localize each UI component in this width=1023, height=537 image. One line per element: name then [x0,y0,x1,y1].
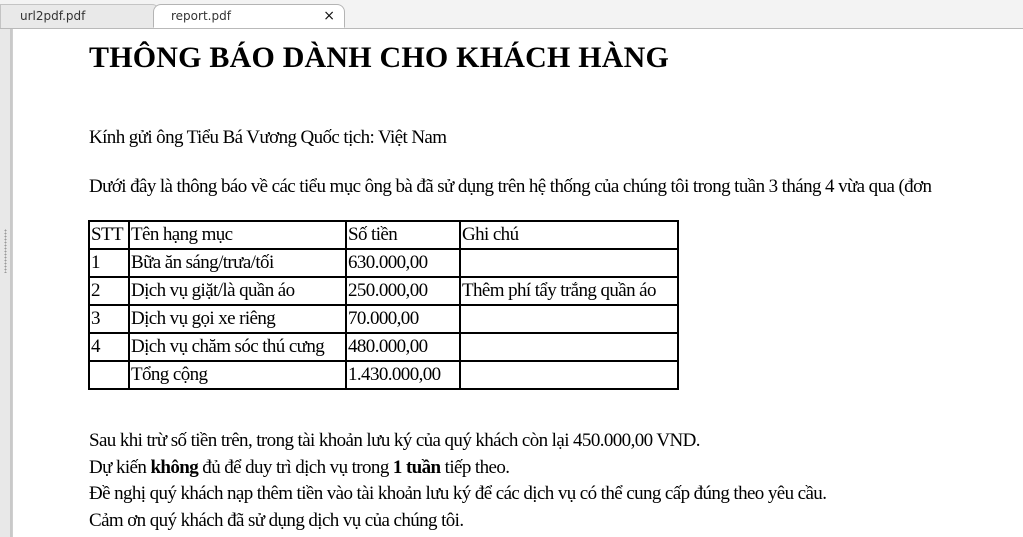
grip-handle-icon[interactable] [4,229,7,273]
summary-balance-line: Sau khi trừ số tiền trên, trong tài khoản lưu ký của quý khách còn lại 450.000,00 VND. [89,430,700,451]
table-cell: 480.000,00 [346,333,460,361]
intro-text: Dưới đây là thông báo về các tiểu mục ông bà đã sử dụng trên hệ thống của chúng tôi trong tuần 3 tháng 4 vừa qua (đơn [89,176,932,197]
bold-text: không [150,456,199,478]
table-cell: 250.000,00 [346,277,460,305]
table-row [89,249,678,277]
tab-url2pdf[interactable] [0,4,160,28]
header-cell: Ghi chú [460,221,678,249]
table-cell: 1.430.000,00 [346,361,460,389]
close-icon[interactable]: × [323,8,335,24]
header-cell: Tên hạng mục [129,221,346,249]
document-title: THÔNG BÁO DÀNH CHO KHÁCH HÀNG [89,41,669,74]
table-cell: 4 [89,333,129,361]
table-cell: 1 [89,249,129,277]
text-segment: đủ để duy trì dịch vụ trong [198,456,393,478]
table-cell [460,305,678,333]
table-cell: Dịch vụ chăm sóc thú cưng [129,333,346,361]
table-cell: Dịch vụ gọi xe riêng [129,305,346,333]
summary-forecast-line [89,455,826,482]
tab-label: report.pdf [171,9,231,23]
table-cell: 630.000,00 [346,249,460,277]
table-cell [460,249,678,277]
sidebar-splitter[interactable] [0,29,13,537]
charges-table [88,220,679,390]
table-cell: 2 [89,277,129,305]
table-cell: Bữa ăn sáng/trưa/tối [129,249,346,277]
table-cell: Thêm phí tẩy trắng quần áo [460,277,678,305]
table-row [89,277,678,305]
bold-text: 1 tuần [392,456,441,478]
table-cell: 70.000,00 [346,305,460,333]
table-cell [89,361,129,389]
table-row [89,305,678,333]
greeting-text: Kính gửi ông Tiểu Bá Vương Quốc tịch: Việt Nam [89,127,447,148]
tab-bar [0,0,1023,29]
tab-report[interactable] [153,4,345,28]
summary-request-line: Đề nghị quý khách nạp thêm tiền vào tài khoản lưu ký để các dịch vụ có thể cung cấp đúng theo yêu cầu. [89,483,827,504]
table-row [89,333,678,361]
header-cell: Số tiền [346,221,460,249]
splitter-edge [10,29,12,537]
table-total-row [89,361,678,389]
table-cell: Dịch vụ giặt/là quần áo [129,277,346,305]
table-header-row [89,221,678,249]
table-cell [460,361,678,389]
header-cell: STT [89,221,129,249]
text-segment: Dự kiến [89,456,151,478]
table-cell: Tổng cộng [129,361,346,389]
summary-block [89,428,826,534]
table-cell [460,333,678,361]
text-segment: tiếp theo. [440,456,510,478]
table-cell: 3 [89,305,129,333]
summary-thanks-line: Cảm ơn quý khách đã sử dụng dịch vụ của chúng tôi. [89,509,464,531]
tab-label: url2pdf.pdf [20,9,86,23]
pdf-page [13,29,1023,537]
